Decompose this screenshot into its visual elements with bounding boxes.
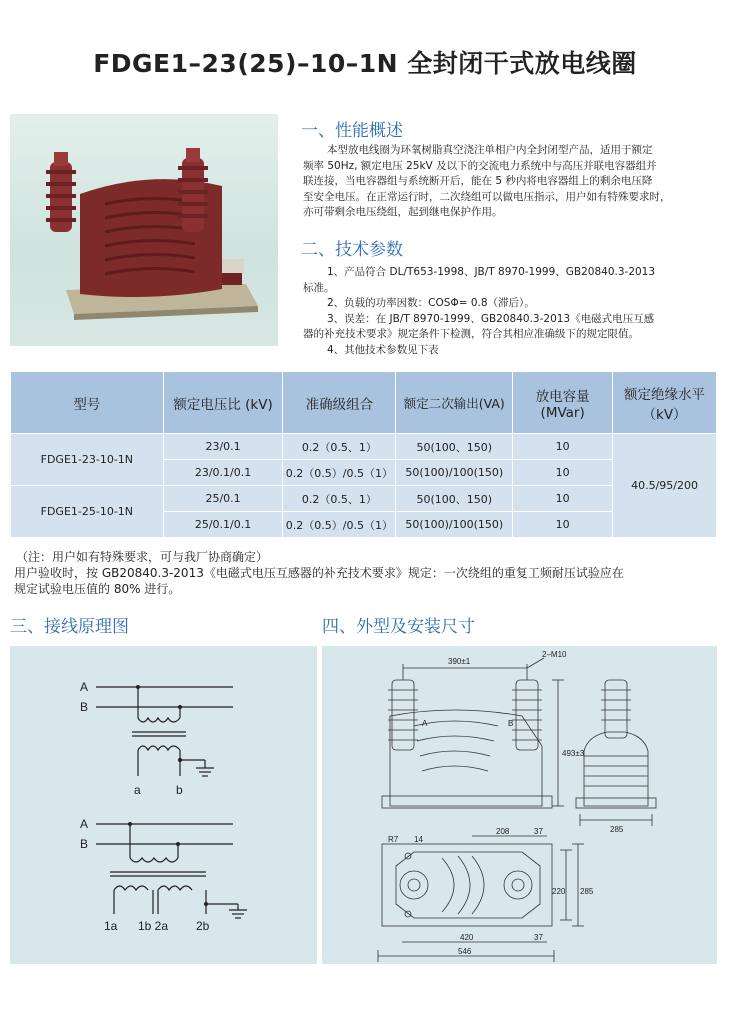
capacity-cell: 10 [513,512,613,538]
section-heading-overview: 一、性能概述 [301,121,403,141]
table-header-insulation [613,372,717,434]
output-cell: 50(100、150) [396,434,513,460]
output-cell: 50(100)/100(150) [396,512,513,538]
ratio-cell: 23/0.1 [163,434,283,460]
ratio-cell: 25/0.1 [163,486,283,512]
section-heading-wiring: 三、接线原理图 [10,617,129,637]
overview-line: 联连接，当电容器组与系统断开后，能在 5 秒内将电容器组上的剩余电压降 [303,175,653,187]
dimension-drawing [322,646,717,964]
dim-label: R7 [388,835,399,844]
table-header-accuracy [283,372,396,434]
wiring-label-a: A [80,680,89,694]
table-row [11,486,717,512]
wiring-terminal-a: a [134,783,141,797]
table-header-text: (MVar) [540,404,585,421]
params-line: 器的补充技术要求》规定条件下检测，符合其相应准确级下的规定限值。 [303,328,639,340]
wiring-label-b: B [80,700,89,714]
model-cell: FDGE1-23-10-1N [11,434,164,486]
table-header-text: 额定绝缘水平 [624,386,706,403]
dim-label: 208 [496,827,510,836]
overview-line: 本型放电线圈为环氧树脂真空浇注单相户内全封闭型产品，适用于额定 [327,144,653,156]
wiring-label-b: B [80,837,89,851]
accuracy-cell: 0.2（0.5、1） [283,434,396,460]
table-header-text: 额定二次输出(VA) [403,395,505,411]
params-line: 4、其他技术参数见下表 [327,343,439,356]
wiring-terminal-1b2a: 1b 2a [138,919,169,933]
overview-text [303,143,723,221]
dim-label: 37 [534,827,543,836]
table-row [11,434,717,460]
capacity-cell: 10 [513,486,613,512]
table-header-ratio [163,372,283,434]
params-line: 2、负载的功率因数：COSΦ= 0.8（滞后）。 [327,297,535,309]
dim-label: 493±3 [562,749,585,758]
table-header-capacity [513,372,613,434]
params-line: 1、产品符合 DL/T653-1998、JB/T 8970-1999、GB20840.3-2013 [327,266,656,278]
section-heading-params: 二、技术参数 [301,240,403,260]
overview-line: 频率 50Hz, 额定电压 25kV 及以下的交流电力系统中与高压并联电容器组并 [303,159,657,172]
model-cell: FDGE1-25-10-1N [11,486,164,538]
table-header-text: 放电容量 [535,388,590,405]
table-header-text: 型号 [73,396,101,413]
capacity-cell: 10 [513,434,613,460]
insulation-cell: 40.5/95/200 [613,434,717,538]
ratio-cell: 23/0.1/0.1 [163,460,283,486]
overview-line: 至安全电压。在正常运行时，二次绕组可以做电压指示，用户如有特殊要求时， [303,190,671,203]
wiring-label-a: A [80,817,89,831]
dim-label: 420 [460,933,474,942]
output-cell: 50(100)/100(150) [396,460,513,486]
accuracy-cell: 0.2（0.5、1） [283,486,396,512]
accuracy-cell: 0.2（0.5）/0.5（1） [283,512,396,538]
note-line: 用户验收时，按 GB20840.3-2013《电磁式电压互感器的补充技术要求》规定：一次绕组的重复工频耐压试验应在 [14,566,624,580]
wiring-diagram-panel [10,646,317,964]
params-text [303,265,723,358]
product-photo [10,114,278,346]
table-header-model [11,372,164,434]
wiring-diagram [10,646,317,964]
dim-label: 546 [458,947,472,956]
dim-label: A [422,719,428,728]
dim-label: 285 [580,887,594,896]
wiring-terminal-b: b [176,783,183,797]
output-cell: 50(100、150) [396,486,513,512]
table-header-text: 额定电压比 (kV) [173,396,273,413]
params-line: 3、误差：在 JB/T 8970-1999、GB20840.3-2013《电磁式电压互感 [327,312,655,325]
dim-label: B [508,719,514,728]
dim-label: 390±1 [448,657,471,666]
note-line: （注：用户如有特殊要求，可与我厂协商确定） [16,550,269,564]
dim-label: 14 [414,835,423,844]
table-header-text: （kV） [642,406,687,423]
wiring-terminal-1a: 1a [104,919,118,933]
ratio-cell: 25/0.1/0.1 [163,512,283,538]
params-line: 标准。 [303,281,335,294]
page-title: FDGE1–23(25)–10–1N 全封闭干式放电线圈 [93,49,637,78]
dim-label: 2–M10 [542,650,567,659]
spec-table [10,371,717,538]
dim-label: 37 [534,933,543,942]
table-header-row [11,372,717,434]
notes [16,549,624,597]
note-line: 规定试验电压值的 80% 进行。 [14,582,181,596]
wiring-terminal-2b: 2b [196,919,210,933]
overview-line: 亦可带剩余电压绕组，起到继电保护作用。 [303,206,503,218]
accuracy-cell: 0.2（0.5）/0.5（1） [283,460,396,486]
dim-label: 285 [610,825,624,834]
capacity-cell: 10 [513,460,613,486]
dim-label: 220 [552,887,566,896]
table-header-text: 准确级组合 [305,396,374,413]
section-heading-dimensions: 四、外型及安装尺寸 [322,617,475,637]
dimension-drawing-panel [322,646,717,964]
table-header-output [396,372,513,434]
